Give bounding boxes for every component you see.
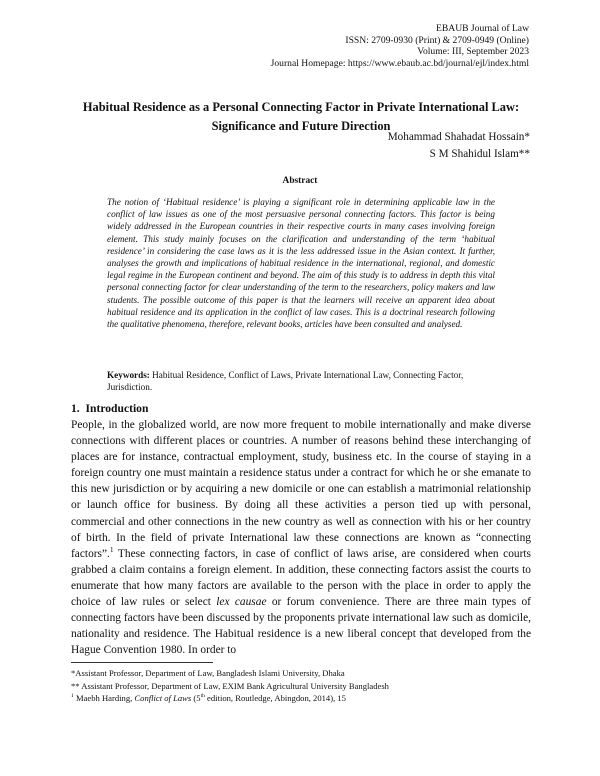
author-2: S M Shahidul Islam** [429, 148, 530, 160]
footnote-ref-1[interactable]: 1 [109, 544, 114, 554]
section-title: Introduction [85, 402, 149, 415]
author-list [388, 129, 530, 163]
footnote-number: 1 [71, 693, 74, 700]
abstract-text: The notion of ‘Habitual residence’ is playing a significant role in determining applicable law in the conflict of law issues as one of the most persuasive personal connecting factors. This factor is being widely addressed in the European countries in their respective courts in many cases involving foreign element. This study mainly focuses on the clarification and understanding of the term ‘habitual residence’ in considering the case laws as it is the less addressed issue in the Asian context. It further, analyses the growth and implications of habitual residence in the international, regional, and domestic legal regime in the European continent and beyond. The aim of this study is to address in depth this vital personal connecting factor for clear understanding of the term to the researchers, policy makers and law students. The possible outcome of this paper is that the learners will receive an apparent idea about habitual residence and its application in the conflict of law cases. This is a doctrinal research following the qualitative phenomena, therefore, relevant books, articles have been consulted and analysed. [107, 197, 495, 330]
footnote-divider [71, 662, 213, 663]
footnote-1-book: Conflict of Laws [134, 693, 192, 704]
keywords [107, 369, 495, 393]
footnote-1-open: (5 [191, 693, 201, 704]
footnotes [71, 667, 531, 705]
journal-volume: Volume: III, September 2023 [417, 46, 529, 58]
keywords-label: Keywords: [107, 370, 150, 380]
intro-text-a: People, in the globalized world, are now more frequent to mobile internationally and make diverse connections with different places or countries. A number of reasons behind these interchanging of places are for instance, contractual employment, study, business etc. In the course of staying in a foreign country one must maintain a residence status under a contract for which he or she emanate to this new jurisdiction or by acquiring a new domicile or one can establish a matrimonial relationship or launch office for business. By doing all these activities a person tied up with personal, commercial and other connections in the new country as well as connection with his or her country of birth. In the field of private International law these connections are known as “connecting factors”. [71, 419, 531, 560]
journal-name: EBAUB Journal of Law [436, 23, 529, 34]
section-heading [71, 402, 148, 415]
abstract-heading: Abstract [282, 176, 318, 186]
keywords-text: Habitual Residence, Conflict of Laws, Private International Law, Connecting Factor, Jurisdiction. [107, 370, 464, 393]
journal-homepage: Journal Homepage: https://www.ebaub.ac.bd/journal/ejl/index.html [270, 57, 529, 69]
journal-header [271, 23, 529, 69]
section-number: 1. [71, 402, 80, 415]
footnote-author-1: *Assistant Professor, Department of Law, Bangladesh Islami University, Dhaka [71, 668, 345, 678]
journal-issn: ISSN: 2709-0930 (Print) & 2709-0949 (Online) [345, 34, 529, 46]
footnote-1-rest: edition, Routledge, Abingdon, 2014), 15 [204, 693, 346, 704]
author-1: Mohammad Shahadat Hossain* [387, 131, 530, 143]
intro-text-c: or forum convenience. There are three main types of connecting factors have been discussed by the proponents private international law such as domicile, nationality and residence. The Habitual residence is a new liberal concept that developed from the Hague Convention 1980. In order to [71, 596, 531, 657]
paper-title-line-2: Significance and Future Direction [211, 119, 391, 133]
footnote-author-2: ** Assistant Professor, Department of Law, EXIM Bank Agricultural University Bangladesh [71, 680, 389, 691]
footnote-1 [71, 692, 531, 705]
introduction-paragraph [71, 417, 531, 658]
footnote-1-sup: th [200, 693, 205, 700]
lex-causae-term: lex causae [216, 596, 267, 609]
paper-title-line-1: Habitual Residence as a Personal Connecting Factor in Private International Law: [82, 100, 520, 114]
footnote-1-author: Maebh Harding, [73, 693, 135, 704]
intro-text-b: These connecting factors, in case of conflict of laws arise, are considered when courts grabbed a claim contains a foreign element. In addition, these connecting factors assist the courts to enumerate that how many factors are available to the person with the place in order to apply the choice of law rules or select [71, 547, 531, 609]
